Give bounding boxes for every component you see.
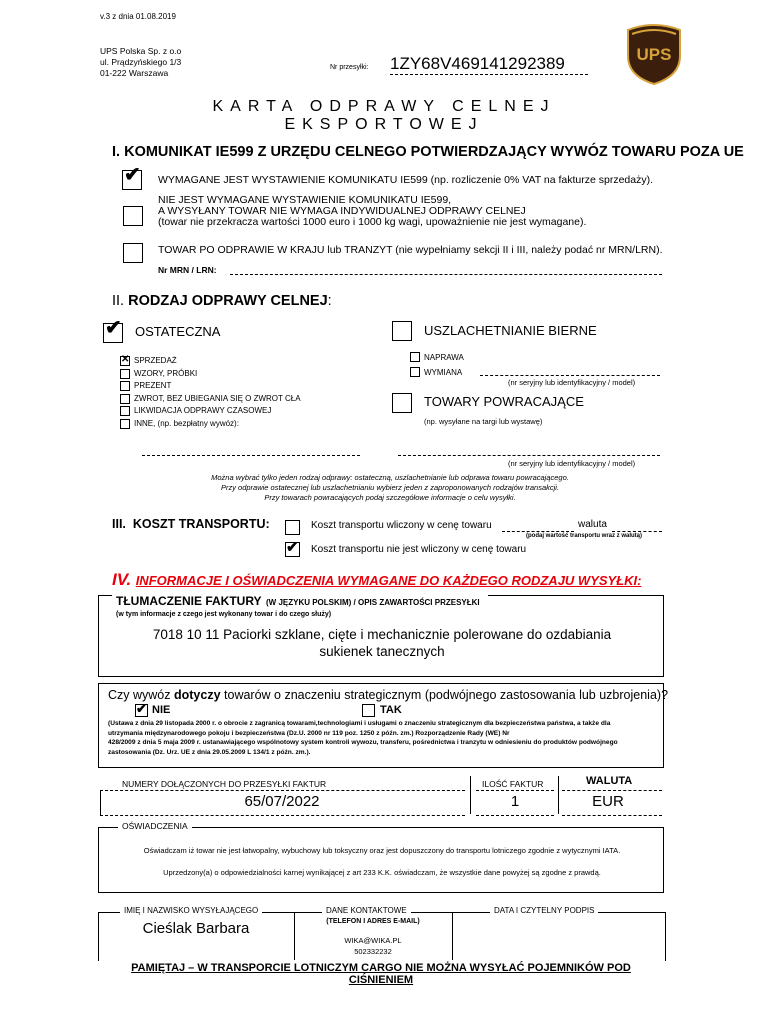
transport-included-label: Koszt transportu wliczony w cenę towaru	[311, 520, 492, 531]
transport-not-included-checkbox[interactable]	[285, 539, 300, 557]
section2-roman: II.	[112, 293, 125, 309]
option-sale-label: SPRZEDAŻ	[134, 356, 177, 365]
transport-included-checkbox[interactable]	[285, 520, 300, 535]
passive-checkbox[interactable]	[392, 321, 412, 341]
transit-checkbox[interactable]	[123, 243, 143, 263]
company-name: UPS Polska Sp. z o.o	[100, 46, 182, 56]
passive-options	[410, 350, 464, 380]
contact-sublabel: (TELEFON I ADRES E-MAIL)	[326, 918, 420, 925]
section2-heading	[112, 293, 332, 309]
option-gift-label: PREZENT	[134, 381, 172, 390]
strategic-yes-label: TAK	[380, 704, 402, 716]
section4-title: INFORMACJE I OŚWIADCZENIA WYMAGANE DO KAŻDEGO RODZAJU WYSYŁKI:	[135, 573, 642, 588]
other-input[interactable]	[142, 455, 360, 456]
question-pre: Czy wywóz	[108, 688, 171, 702]
section2-title: RODZAJ ODPRAWY CELNEJ	[128, 293, 328, 309]
opt2-line3: (towar nie przekracza wartości 1000 euro i 1000 kg wagi, upoważnienie nie jest wymagane).	[158, 216, 587, 228]
final-checkbox[interactable]	[103, 317, 123, 343]
option-repair[interactable]	[410, 350, 464, 365]
date-signature-field[interactable]	[454, 918, 662, 960]
checkbox-checked-icon: ✔	[105, 317, 122, 339]
contact-phone[interactable]: 502332232	[354, 947, 392, 956]
ie599-required-checkbox[interactable]	[122, 164, 142, 190]
section3-roman: III.	[112, 517, 126, 531]
checkbox-crossed-icon: ✕	[121, 354, 130, 365]
company-street: ul. Prądzyńskiego 1/3	[100, 57, 182, 67]
footer-warning: PAMIĘTAJ – W TRANSPORCIE LOTNICZYM CARGO NIE MOŻNA WYSYŁAĆ POJEMNIKÓW POD CIŚNIENIEM	[131, 962, 631, 986]
legal-line-2: utrzymania międzynarodowego pokoju i bezpieczeństwa (Dz.U. 2000 nr 119 poz. 1250 z późn. zm.) Rozporządzenie Rady (WE) Nr	[108, 729, 510, 737]
contact-email[interactable]: WIKA@WIKA.PL	[344, 936, 402, 945]
section4-heading	[112, 570, 641, 590]
declaration-line-2: Uprzedzony(a) o odpowiedzialności karnej wynikającej z art 233 K.K. oświadczam, że wszystkie dane powyżej są zgodne z prawdą.	[163, 868, 601, 877]
option-liquidation[interactable]	[120, 405, 301, 418]
info-line-3: Przy towarach powracających podaj szczegółowe informacje o celu wysyłki.	[264, 493, 516, 502]
strategic-no-checkbox[interactable]	[135, 701, 148, 717]
returning-label: TOWARY POWRACAJĄCE	[424, 394, 584, 409]
page-title: KARTA ODPRAWY CELNEJ EKSPORTOWEJ	[212, 98, 556, 133]
transit-label: TOWAR PO ODPRAWIE W KRAJU lub TRANZYT (nie wypełniamy sekcji II i III, należy podać nr MRN/LRN).	[158, 244, 663, 256]
option-repair-label: NAPRAWA	[424, 353, 464, 362]
section1-heading	[112, 144, 744, 160]
section1-roman: I.	[112, 144, 121, 160]
signature-divider-2	[452, 912, 453, 960]
mrn-input[interactable]	[230, 274, 662, 275]
invoice-numbers-label: NUMERY DOŁĄCZONYCH DO PRZESYŁKI FAKTUR	[122, 779, 327, 789]
company-city: 01-222 Warszawa	[100, 68, 169, 78]
ie599-not-required-label	[158, 195, 586, 228]
final-label: OSTATECZNA	[135, 324, 221, 339]
description-line-1: 7018 10 11 Paciorki szklane, cięte i mechanicznie polerowane do ozdabiania	[152, 627, 612, 642]
ie599-not-required-checkbox[interactable]	[123, 206, 143, 226]
checkbox-checked-icon: ✔	[136, 701, 147, 716]
section2-info	[140, 473, 640, 503]
returning-serial-input[interactable]	[398, 455, 660, 456]
option-return[interactable]	[120, 393, 301, 406]
ups-logo	[624, 20, 684, 86]
divider-2	[558, 776, 559, 814]
checkbox-checked-icon: ✔	[124, 164, 141, 186]
invoice-currency-value: EUR	[592, 793, 624, 810]
legal-line-3: 428/2009 z dnia 5 maja 2009 r. ustanawiającego wspólnotowy system kontroli wywozu, transferu, pośrednictwa i tranzytu w odniesieniu do produktów podwójnego	[108, 739, 618, 746]
section3-heading	[112, 517, 270, 531]
section2-colon: :	[327, 293, 332, 309]
option-samples-label: WZORY, PRÓBKI	[134, 368, 198, 378]
transport-value-input[interactable]	[502, 531, 574, 532]
translation-box-top-left	[98, 595, 112, 596]
question-post: towarów o znaczeniu strategicznym (podwójnego zastosowania lub uzbrojenia)?	[224, 688, 669, 702]
option-exchange[interactable]	[410, 365, 464, 380]
option-samples[interactable]	[120, 368, 301, 381]
translation-subtitle: (W JĘZYKU POLSKIM) / OPIS ZAWARTOŚCI PRZESYŁKI	[266, 598, 480, 607]
section1-title: KOMUNIKAT IE599 Z URZĘDU CELNEGO POTWIERDZAJĄCY WYWÓZ TOWARU POZA UE	[124, 144, 744, 160]
strategic-yes-checkbox[interactable]	[362, 704, 375, 717]
invoice-currency-label: WALUTA	[586, 775, 633, 787]
translation-title	[116, 592, 480, 610]
returning-note: (np. wysyłane na targi lub wystawę)	[424, 417, 543, 426]
serial-note-1: (nr seryjny lub identyfikacyjny / model)	[508, 378, 636, 387]
final-options	[120, 355, 301, 430]
section3-title: KOSZT TRANSPORTU:	[132, 517, 270, 531]
declarations-box	[98, 827, 664, 893]
strategic-question	[108, 688, 668, 702]
sender-name-value[interactable]: Cieślak Barbara	[142, 920, 250, 937]
info-line-1: Można wybrać tylko jeden rodzaj odprawy: ostateczną, uszlachetnianie lub odprawa towaru powracającego.	[211, 473, 569, 482]
transport-currency-input[interactable]	[612, 531, 662, 532]
option-sale[interactable]	[120, 355, 301, 368]
declarations-legend: OŚWIADCZENIA	[118, 821, 192, 831]
transport-not-included-label: Koszt transportu nie jest wliczony w cenę towaru	[311, 544, 527, 555]
sender-name-label: IMIĘ I NAZWISKO WYSYŁAJĄCEGO	[120, 906, 262, 915]
divider-1	[470, 776, 471, 814]
option-other-label: INNE, (np. bezpłatny wywóz):	[134, 418, 239, 428]
passive-serial-input[interactable]	[480, 375, 660, 376]
transport-currency-label: waluta	[578, 519, 607, 530]
invoice-count-label: ILOŚĆ FAKTUR	[482, 779, 544, 789]
description-line-2: sukienek tanecznych	[319, 644, 445, 659]
opt2-line1: NIE JEST WYMAGANE WYSTAWIENIE KOMUNIKATU IE599,	[158, 194, 452, 206]
info-line-2: Przy odprawie ostatecznej lub uszlachetnianiu wybierz jeden z zaproponowanych rodzajów transakcji.	[220, 483, 560, 492]
legal-line-4: zastosowania (Dz. Urz. UE z dnia 29.05.2009 L 134/1 z późn. zm.).	[108, 748, 311, 756]
translation-title-text: TŁUMACZENIE FAKTURY	[116, 594, 262, 608]
invoice-numbers-value: 65/07/2022	[244, 793, 320, 810]
logo-text: UPS	[636, 45, 672, 64]
tracking-number: 1ZY68V469141292389	[390, 54, 588, 75]
company-address	[100, 46, 181, 79]
strategic-no-label: NIE	[152, 704, 171, 716]
serial-note-2: (nr seryjny lub identyfikacyjny / model)	[508, 459, 636, 468]
ie599-required-label: WYMAGANE JEST WYSTAWIENIE KOMUNIKATU IE599 (np. rozliczenie 0% VAT na fakturze sprzedaży).	[158, 174, 653, 186]
tracking-label: Nr przesyłki:	[330, 64, 369, 71]
passive-label: USZLACHETNIANIE BIERNE	[424, 323, 597, 338]
option-other[interactable]	[120, 418, 301, 431]
transport-value-note: (podaj wartość transportu wraz z walutą)	[526, 533, 643, 539]
mrn-label: Nr MRN / LRN:	[158, 265, 217, 275]
contact-label: DANE KONTAKTOWE	[322, 906, 411, 915]
returning-checkbox[interactable]	[392, 393, 412, 413]
section4-roman: IV.	[112, 570, 132, 589]
translation-hint: (w tym informacje z czego jest wykonany towar i do czego służy)	[116, 611, 332, 618]
checkbox-checked-icon: ✔	[286, 539, 299, 556]
option-gift[interactable]	[120, 380, 301, 393]
version-text: v.3 z dnia 01.08.2019	[100, 12, 176, 21]
question-bold: dotyczy	[174, 688, 221, 702]
option-liquidation-label: LIKWIDACJA ODPRAWY CZASOWEJ	[134, 406, 272, 415]
legal-line-1: (Ustawa z dnia 29 listopada 2000 r. o obrocie z zagranicą towarami,technologiami i usługami o znaczeniu strategicznym dla bezpieczeństwa państwa, a także dla	[108, 720, 611, 727]
opt2-line2: A WYSYŁANY TOWAR NIE WYMAGA INDYWIDUALNEJ ODPRAWY CELNEJ	[158, 205, 526, 217]
option-return-label: ZWROT, BEZ UBIEGANIA SIĘ O ZWROT CŁA	[134, 393, 301, 403]
strategic-legal	[108, 719, 658, 757]
goods-description[interactable]	[104, 626, 660, 660]
option-exchange-label: WYMIANA	[424, 368, 463, 377]
invoice-count-value: 1	[510, 793, 520, 810]
declaration-line-1: Oświadczam iż towar nie jest łatwopalny, wybuchowy lub toksyczny oraz jest dopuszczony do transportu lotniczego zgodnie z wytycznymi IATA.	[143, 846, 621, 855]
date-signature-label: DATA I CZYTELNY PODPIS	[490, 906, 598, 915]
translation-box-top-right	[488, 595, 664, 596]
